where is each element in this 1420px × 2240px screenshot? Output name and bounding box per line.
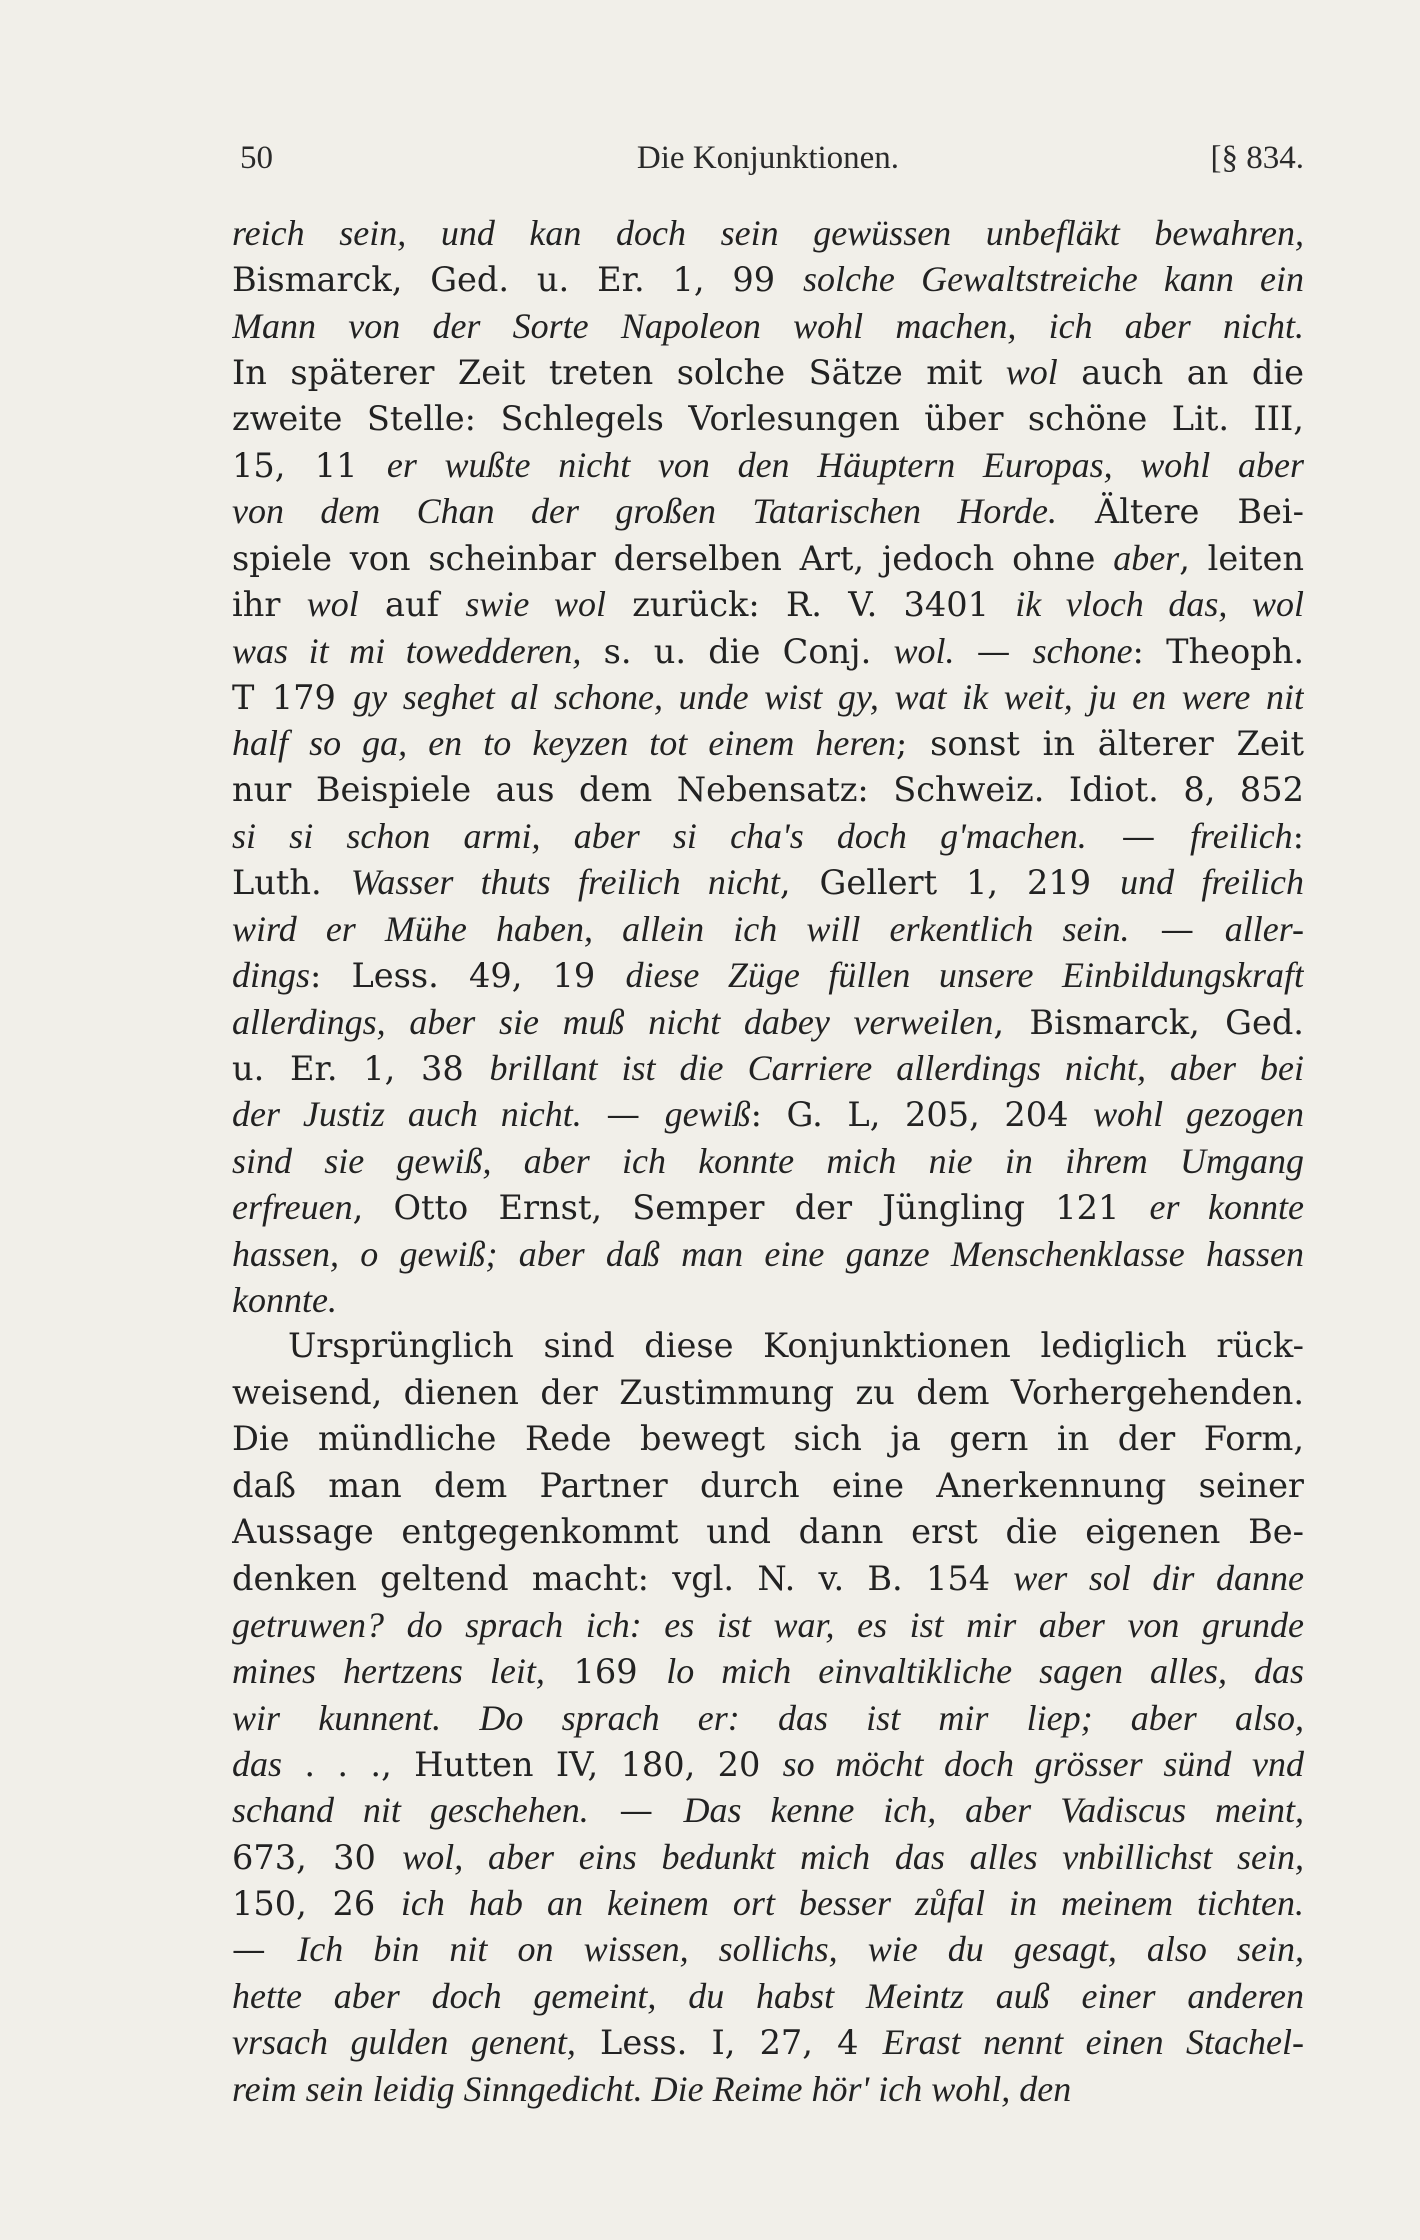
- italic-citation: getruwen? do sprach ich: es ist war, es ist mir aber von grunde: [232, 1604, 1304, 1645]
- text-line: [232, 1602, 1304, 1648]
- text-line: [232, 210, 1304, 256]
- text-line: [232, 1787, 1304, 1833]
- text-line: [232, 1973, 1304, 2019]
- roman-text: In späterer Zeit treten solche Sätze mit: [232, 353, 1006, 393]
- italic-citation: allerdings, aber sie muß nicht dabey verweilen: [232, 1001, 994, 1042]
- roman-text: nur Beispiele aus dem Nebensatz: Schweiz. Idiot. 8, 852: [232, 769, 1304, 809]
- text-line: [232, 1926, 1304, 1972]
- roman-text: —: [581, 1095, 665, 1135]
- roman-text: Die mündliche Rede bewegt sich ja gern in der Form,: [232, 1419, 1304, 1459]
- italic-citation: diese Züge füllen unsere Einbildungskraft: [625, 955, 1304, 996]
- text-line: [232, 2066, 1304, 2112]
- roman-text: zurück: R. V. 3401: [605, 585, 1016, 625]
- roman-text: 150, 26: [232, 1884, 401, 1924]
- text-line: [232, 1277, 1304, 1323]
- text-line: [232, 1231, 1304, 1277]
- roman-text: 169: [544, 1652, 667, 1692]
- italic-citation: wir kunnent. Do sprach er: das ist mir liep; aber also,: [232, 1697, 1304, 1738]
- roman-text: s. u. die Conj.: [581, 631, 894, 671]
- text-line: [232, 1416, 1304, 1462]
- italic-citation: wohl gezogen: [1093, 1094, 1304, 1135]
- text-line: [232, 442, 1304, 488]
- text-line: [232, 906, 1304, 952]
- text-line: [232, 1463, 1304, 1509]
- italic-citation: der Justiz auch nicht.: [232, 1094, 582, 1135]
- italic-citation: wer sol dir danne: [1013, 1558, 1304, 1599]
- italic-citation: schone: [1032, 630, 1133, 671]
- text-line: [232, 488, 1304, 534]
- italic-citation: Das kenne ich, aber Vadiscus meint,: [683, 1790, 1304, 1831]
- italic-citation: gewiß: [664, 1094, 751, 1135]
- text-line: [232, 2019, 1304, 2065]
- italic-citation: half so ga, en to keyzen tot einem heren: [232, 723, 897, 764]
- italic-citation: Ich bin nit on wissen, sollichs, wie du gesagt, also sein,: [297, 1929, 1304, 1970]
- roman-text: Ursprünglich sind diese Konjunktionen lediglich rück-: [288, 1326, 1304, 1366]
- italic-citation: gy seghet al schone, unde wist gy, wat ik weit, ju en were nit: [353, 676, 1304, 717]
- roman-text: , Otto Ernst, Semper der Jüngling 121: [352, 1188, 1150, 1228]
- roman-text: zweite Stelle: Schlegels Vorlesungen über schöne Lit. III,: [232, 398, 1304, 438]
- roman-text: 15, 11: [232, 445, 387, 485]
- text-line: [232, 1323, 1304, 1369]
- roman-text: Ältere Bei-: [1057, 492, 1304, 532]
- roman-text: daß man dem Partner durch eine Anerkennung seiner: [232, 1465, 1304, 1505]
- italic-citation: dings: [232, 955, 311, 996]
- roman-text: Luth.: [232, 863, 351, 903]
- roman-text: :: [1292, 817, 1304, 857]
- text-line: [232, 1880, 1304, 1926]
- italic-citation: er wußte nicht von den Häuptern Europas, wohl aber: [386, 444, 1304, 485]
- page-number: 50: [240, 140, 273, 176]
- text-line: [232, 1045, 1304, 1091]
- roman-text: —: [588, 1791, 684, 1831]
- italic-citation: das: [232, 1743, 283, 1784]
- text-line: [232, 1138, 1304, 1184]
- italic-citation: ik vloch das, wol: [1015, 584, 1304, 625]
- roman-text: —: [954, 631, 1033, 671]
- italic-citation: und freilich: [1120, 862, 1304, 903]
- italic-citation: lo mich einvaltikliche sagen alles, das: [666, 1651, 1304, 1692]
- running-title: Die Konjunktionen.: [636, 140, 900, 176]
- text-line: [232, 349, 1304, 395]
- roman-text: Less. I, 27, 4: [575, 2023, 883, 2063]
- italic-citation: wol: [306, 584, 359, 625]
- italic-citation: konnte.: [232, 1279, 337, 1320]
- text-line: [232, 674, 1304, 720]
- roman-text: ihr: [232, 585, 307, 625]
- italic-citation: vrsach gulden genent,: [232, 2022, 576, 2063]
- roman-text: , Gellert 1, 219: [779, 863, 1121, 903]
- text-line: [232, 581, 1304, 627]
- text-line: [232, 535, 1304, 581]
- roman-text: denken geltend macht: vgl. N. v. B. 154: [232, 1559, 1014, 1599]
- italic-citation: von dem Chan der großen Tatarischen Horde.: [232, 491, 1058, 532]
- text-line: [232, 859, 1304, 905]
- roman-text: auch an die: [1057, 353, 1304, 393]
- italic-citation: si si schon armi, aber si cha's doch g'machen.: [232, 816, 1087, 857]
- italic-citation: er konnte: [1149, 1187, 1304, 1228]
- roman-text: : Less. 49, 19: [310, 956, 626, 996]
- text-line: [232, 952, 1304, 998]
- roman-text: spiele von scheinbar derselben Art, jedoch ohne: [232, 538, 1114, 578]
- roman-text: ; sonst in älterer Zeit: [896, 724, 1304, 764]
- text-line: [232, 1091, 1304, 1137]
- roman-text: —: [1129, 909, 1225, 949]
- roman-text: —: [1086, 817, 1191, 857]
- text-line: [232, 813, 1304, 859]
- roman-text: : G. L, 205, 204: [750, 1095, 1094, 1135]
- roman-text: T 179: [232, 677, 354, 717]
- text-line: [232, 767, 1304, 813]
- roman-text: 673, 30: [232, 1837, 403, 1877]
- roman-text: . . ., Hutten IV, 180, 20: [282, 1744, 783, 1784]
- italic-citation: ich hab an keinem ort besser zůfal in meinem tichten.: [400, 1883, 1304, 1924]
- italic-citation: Wasser thuts freilich nicht: [350, 862, 780, 903]
- running-header: [232, 140, 1304, 184]
- italic-citation: hette aber doch gemeint, du habst Meintz auß einer anderen: [232, 1975, 1304, 2016]
- italic-citation: wol: [1005, 352, 1058, 393]
- text-line: [232, 1509, 1304, 1555]
- italic-citation: sind sie gewiß, aber ich konnte mich nie in ihrem Umgang: [232, 1140, 1304, 1181]
- italic-citation: freilich: [1190, 816, 1293, 857]
- section-reference: [§ 834.: [1210, 140, 1304, 176]
- italic-citation: wol, aber eins bedunkt mich das alles vnbillichst sein,: [402, 1836, 1304, 1877]
- text-line: [232, 720, 1304, 766]
- text-line: [232, 303, 1304, 349]
- roman-text: u. Er. 1, 38: [232, 1049, 490, 1089]
- text-line: [232, 628, 1304, 674]
- italic-citation: so möcht doch grösser sünd vnd: [782, 1743, 1304, 1784]
- text-line: [232, 1555, 1304, 1601]
- text-line: [232, 396, 1304, 442]
- text-line: [232, 1834, 1304, 1880]
- italic-citation: was it mi towedderen,: [232, 630, 582, 671]
- italic-citation: wol.: [893, 630, 955, 671]
- text-line: [232, 1184, 1304, 1230]
- text-line: [232, 1648, 1304, 1694]
- italic-citation: solche Gewaltstreiche kann ein: [802, 259, 1304, 300]
- text-line: [232, 1741, 1304, 1787]
- italic-citation: Mann von der Sorte Napoleon wohl machen, ich aber nicht.: [232, 305, 1304, 346]
- italic-citation: wird er Mühe haben, allein ich will erkentlich sein.: [232, 908, 1130, 949]
- roman-text: , leiten: [1179, 538, 1304, 578]
- italic-citation: swie wol: [465, 584, 606, 625]
- italic-citation: aller-: [1224, 908, 1304, 949]
- italic-citation: mines hertzens leit,: [232, 1651, 545, 1692]
- roman-text: —: [232, 1930, 298, 1970]
- text-line: [232, 999, 1304, 1045]
- roman-text: Aussage entgegenkommt und dann erst die eigenen Be-: [232, 1511, 1304, 1551]
- roman-text: : Theoph.: [1132, 631, 1304, 671]
- italic-citation: reich sein, und kan doch sein gewüssen unbefläkt bewahren,: [232, 213, 1304, 253]
- italic-citation: brillant ist die Carriere allerdings nicht, aber bei: [489, 1048, 1304, 1089]
- roman-text: weisend, dienen der Zustimmung zu dem Vorhergehenden.: [232, 1372, 1304, 1412]
- text-line: [232, 1370, 1304, 1416]
- roman-text: auf: [358, 585, 466, 625]
- italic-citation: schand nit geschehen.: [232, 1790, 589, 1831]
- text-line: [232, 1695, 1304, 1741]
- italic-citation: erfreuen: [232, 1187, 353, 1228]
- roman-text: Bismarck, Ged. u. Er. 1, 99: [232, 260, 803, 300]
- text-line: [232, 256, 1304, 302]
- body-text: [232, 210, 1304, 2112]
- italic-citation: aber: [1113, 537, 1180, 578]
- roman-text: , Bismarck, Ged.: [993, 1002, 1304, 1042]
- italic-citation: Erast nennt einen Stachel-: [882, 2022, 1304, 2063]
- italic-citation: reim sein leidig Sinngedicht. Die Reime hör' ich wohl, den: [232, 2068, 1072, 2109]
- italic-citation: hassen, o gewiß; aber daß man eine ganze Menschenklasse hassen: [232, 1233, 1304, 1274]
